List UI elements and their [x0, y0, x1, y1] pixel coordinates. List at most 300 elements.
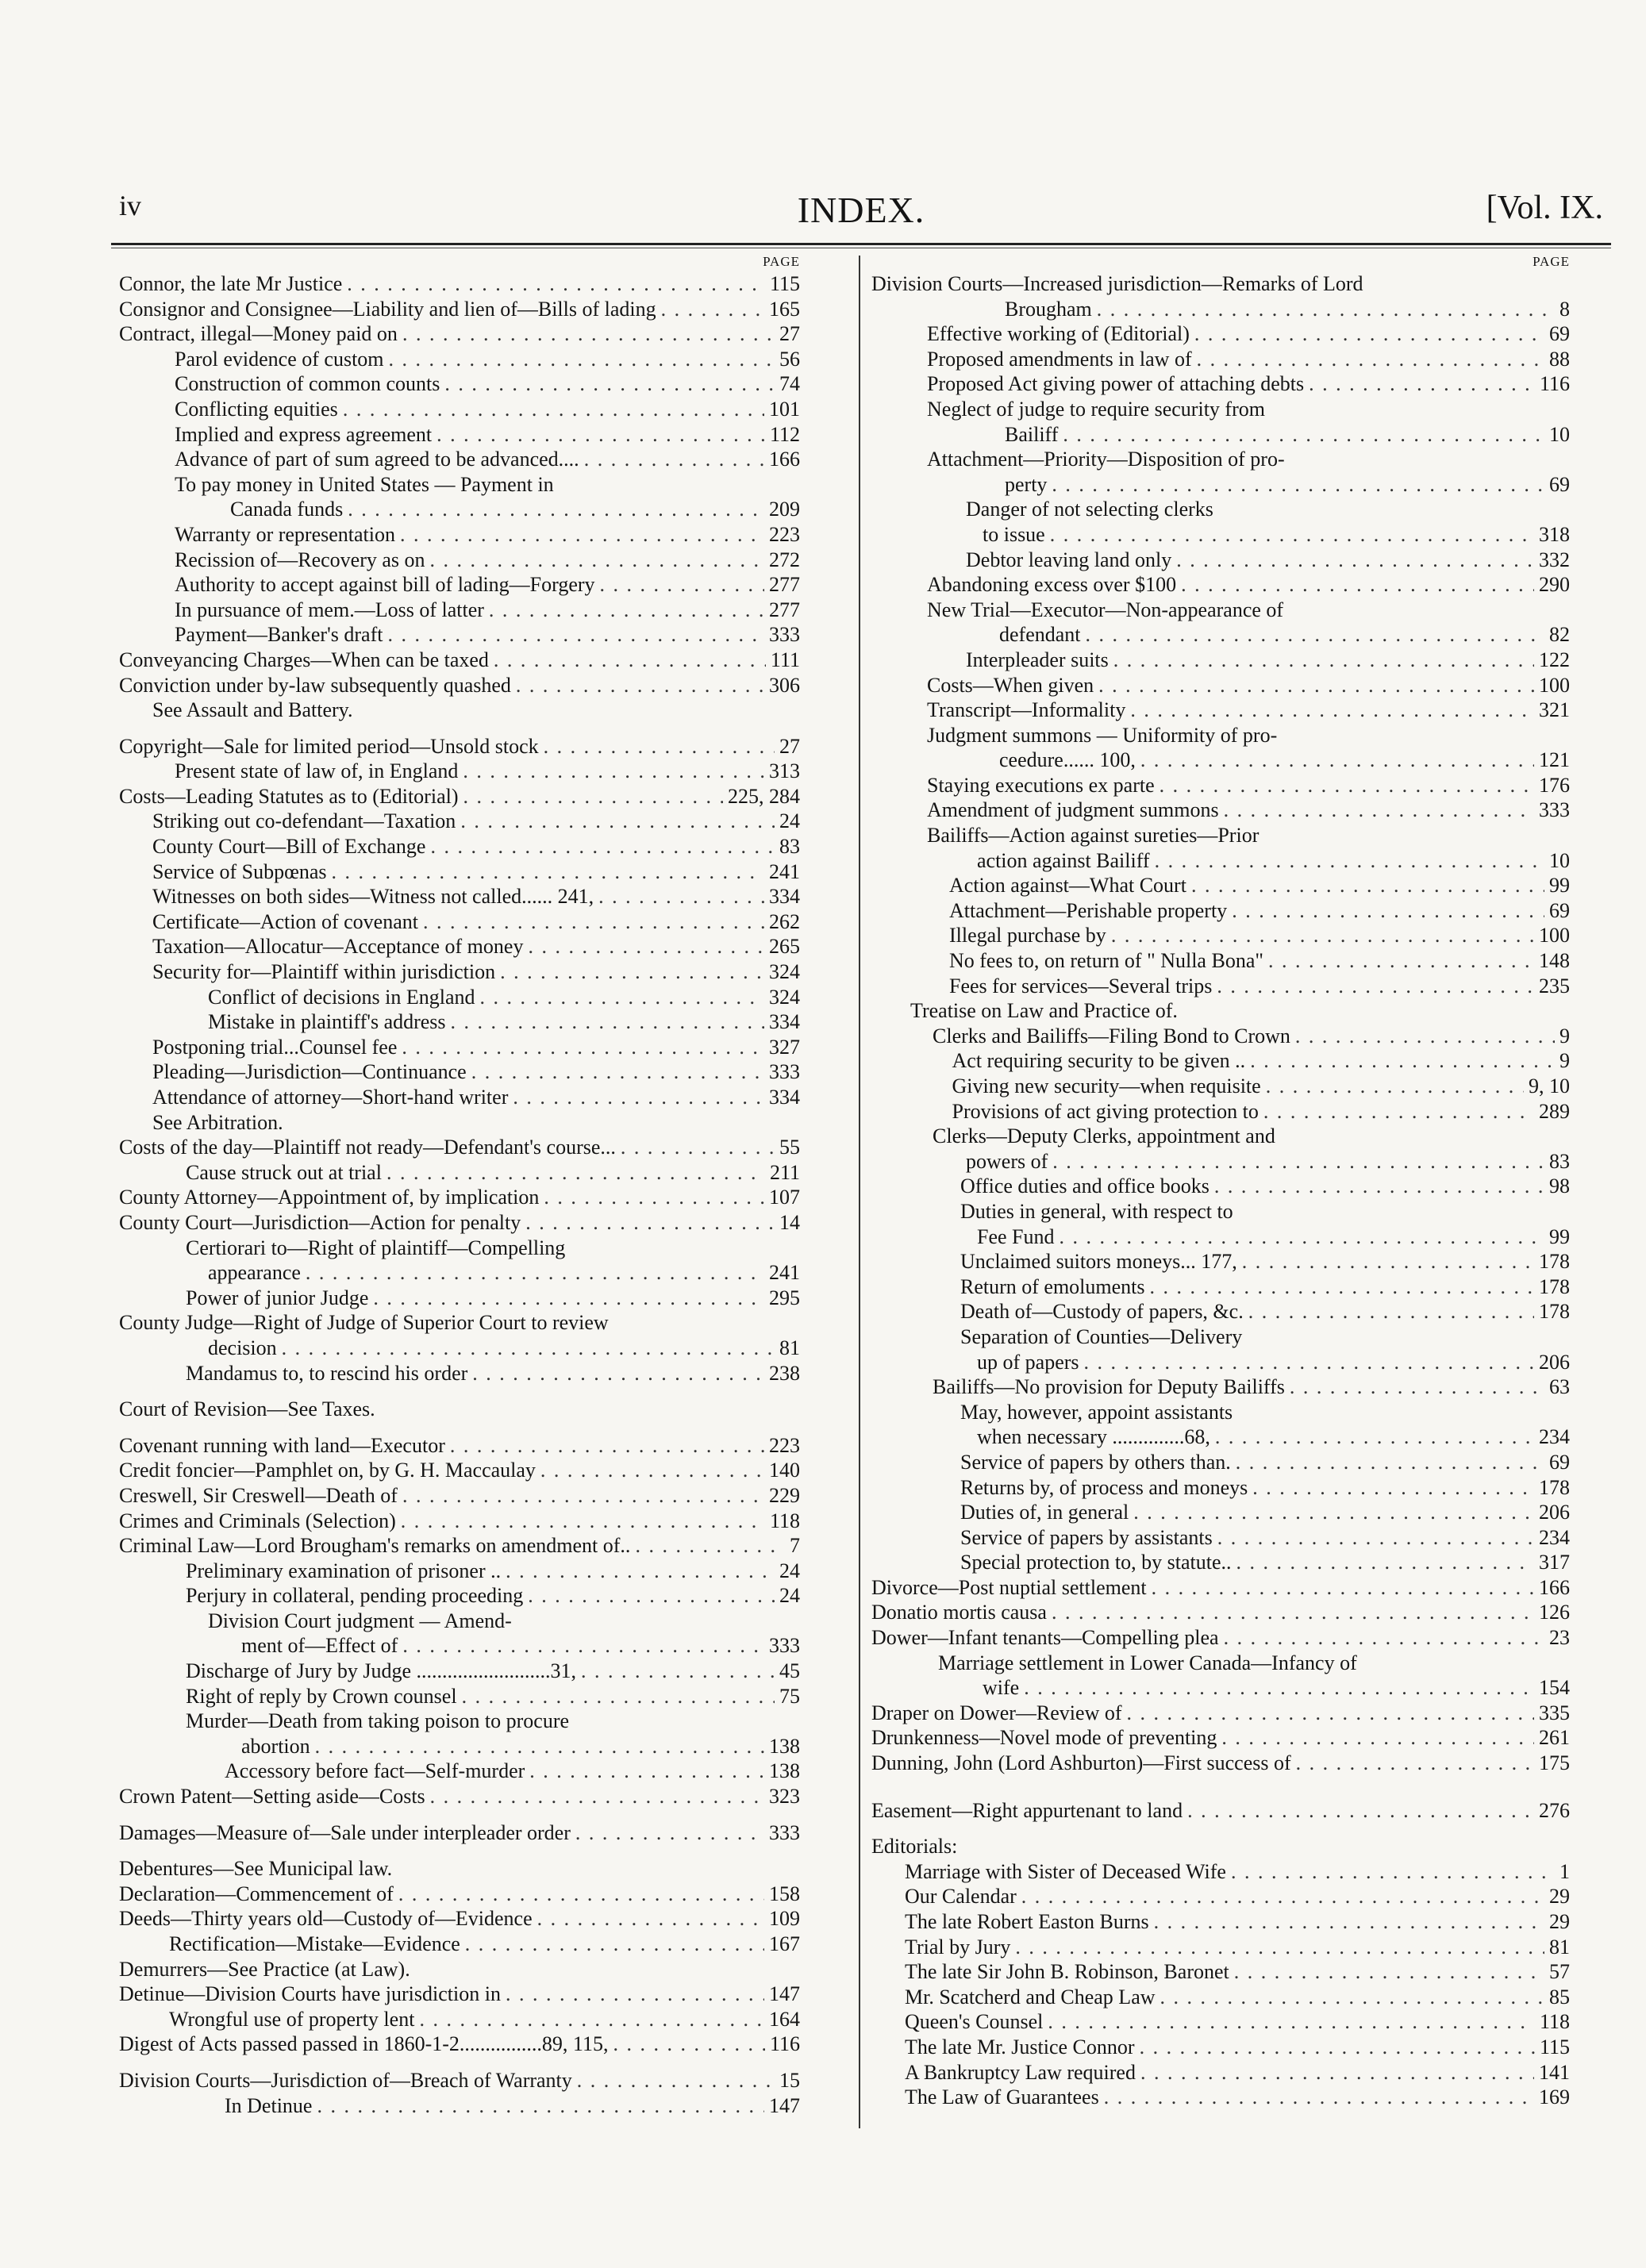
- entry-page: 83: [779, 835, 800, 859]
- entry-page: 115: [1539, 2035, 1570, 2058]
- entry-text: Detinue—Division Courts have jurisdiction in: [119, 1982, 501, 2006]
- entry-text: Crown Patent—Setting aside—Costs: [119, 1785, 425, 1809]
- entry-page: 99: [1549, 874, 1570, 898]
- entry-text: Bailiff: [1005, 422, 1059, 446]
- entry-page: 333: [1539, 798, 1570, 822]
- index-entry: [119, 572, 800, 598]
- index-entry: [119, 1336, 800, 1361]
- page-number: iv: [119, 190, 142, 221]
- index-entry: [871, 1400, 1570, 1425]
- dot-leader: [1052, 1600, 1534, 1625]
- dot-leader: [387, 1160, 765, 1186]
- dot-leader: [544, 1185, 764, 1210]
- dot-leader: [1214, 1174, 1544, 1199]
- entry-page: 272: [769, 548, 800, 571]
- dot-leader: [1234, 1959, 1544, 1985]
- entry-text: Dunning, John (Lord Ashburton)—First success of: [871, 1751, 1291, 1775]
- entry-page: 317: [1539, 1551, 1570, 1574]
- page-column-label: PAGE: [763, 254, 800, 269]
- entry-page: 75: [779, 1684, 800, 1708]
- entry-text: Service of papers by others than.: [960, 1450, 1231, 1474]
- dot-leader: [529, 1759, 764, 1784]
- dot-leader: [1296, 1751, 1534, 1776]
- index-entry: [119, 1110, 800, 1136]
- dot-leader: [306, 1260, 764, 1286]
- index-entry: [871, 1224, 1570, 1250]
- entry-text: Divorce—Post nuptial settlement: [871, 1575, 1147, 1599]
- entry-text: Interpleader suits: [966, 648, 1109, 671]
- dot-leader: [1140, 2035, 1535, 2060]
- entry-text: Illegal purchase by: [949, 924, 1106, 948]
- dot-leader: [1236, 1550, 1534, 1575]
- index-entry: [871, 773, 1570, 798]
- entry-text: Transcript—Informality: [927, 698, 1126, 722]
- index-entry: [119, 2032, 800, 2057]
- entry-text: perty: [1005, 472, 1048, 496]
- dot-leader: [1181, 572, 1534, 598]
- entry-page: 112: [769, 422, 800, 446]
- dot-leader: [1309, 371, 1535, 397]
- entry-page: 69: [1549, 1450, 1570, 1474]
- index-entry: [119, 1160, 800, 1186]
- dot-leader: [1133, 1500, 1534, 1525]
- entry-text: Costs—Leading Statutes as to (Editorial): [119, 784, 459, 808]
- entry-page: 169: [1539, 2085, 1570, 2109]
- index-entry: [871, 1199, 1570, 1224]
- entry-page: 175: [1539, 1751, 1570, 1775]
- entry-page: 206: [1539, 1501, 1570, 1524]
- dot-leader: [1097, 297, 1555, 322]
- entry-text: Division Court judgment — Amend-: [208, 1609, 512, 1632]
- index-entry: [871, 1834, 1570, 1859]
- dot-leader: [581, 1659, 775, 1684]
- entry-page: 167: [769, 1932, 800, 1955]
- entry-text: Demurrers—See Practice (at Law).: [119, 1957, 410, 1981]
- dot-leader: [462, 1684, 775, 1709]
- entry-text: Implied and express agreement: [175, 422, 433, 446]
- entry-gap: [871, 1823, 1570, 1834]
- dot-leader: [1140, 748, 1534, 773]
- entry-page: 323: [769, 1785, 800, 1809]
- dot-leader: [402, 1483, 764, 1509]
- dot-leader: [621, 1135, 775, 1160]
- entry-page: 154: [1539, 1676, 1570, 1700]
- entry-page: 235: [1539, 974, 1570, 998]
- entry-text: Debentures—See Municipal law.: [119, 1857, 393, 1881]
- entry-page: 334: [769, 885, 800, 909]
- entry-page: 24: [779, 1559, 800, 1582]
- index-entry: [119, 1734, 800, 1759]
- entry-page: 8: [1559, 297, 1570, 321]
- dot-leader: [400, 522, 764, 548]
- index-entry: [871, 472, 1570, 498]
- entry-text: Copyright—Sale for limited period—Unsold stock: [119, 734, 539, 758]
- entry-gap: [119, 1386, 800, 1397]
- entry-text: Taxation—Allocatur—Acceptance of money: [152, 935, 524, 959]
- entry-text: defendant: [999, 623, 1081, 647]
- index-entry: [871, 1299, 1570, 1324]
- entry-gap: [871, 1776, 1570, 1787]
- entry-page: 138: [769, 1759, 800, 1783]
- index-entry: [119, 1483, 800, 1509]
- entry-page: 118: [1539, 2010, 1570, 2034]
- entry-text: Crimes and Criminals (Selection): [119, 1509, 396, 1532]
- index-entry: [871, 1149, 1570, 1174]
- index-entry: [871, 848, 1570, 874]
- entry-text: Amendment of judgment summons: [927, 798, 1219, 822]
- entry-text: Provisions of act giving protection to: [952, 1099, 1259, 1123]
- entry-text: Pleading—Jurisdiction—Continuance: [152, 1060, 467, 1084]
- entry-text: Mr. Scatcherd and Cheap Law: [905, 1985, 1156, 2009]
- entry-page: 107: [769, 1186, 800, 1209]
- entry-page: 313: [769, 759, 800, 783]
- entry-page: 82: [1549, 623, 1570, 647]
- dot-leader: [506, 1559, 775, 1584]
- entry-text: Murder—Death from taking poison to procure: [186, 1709, 570, 1733]
- index-entry: [119, 2068, 800, 2093]
- index-entry: [871, 2009, 1570, 2035]
- entry-text: Accessory before fact—Self-murder: [225, 1759, 525, 1783]
- entry-text: Mistake in plaintiff's address: [208, 1010, 446, 1034]
- entry-page: 10: [1549, 848, 1570, 872]
- dot-leader: [430, 1784, 764, 1809]
- dot-leader: [506, 1982, 764, 2007]
- dot-leader: [600, 572, 764, 598]
- index-entry: [119, 1759, 800, 1784]
- entry-text: Clerks and Bailiffs—Filing Bond to Crown: [933, 1024, 1290, 1048]
- entry-text: Postponing trial...Counsel fee: [152, 1035, 398, 1059]
- index-entry: [119, 1085, 800, 1110]
- entry-text: Treatise on Law and Practice of.: [910, 999, 1178, 1023]
- entry-text: Division Courts—Jurisdiction of—Breach of Warranty: [119, 2068, 572, 2092]
- entry-text: Covenant running with land—Executor: [119, 1433, 445, 1457]
- entry-page: 164: [769, 2007, 800, 2031]
- entry-text: Effective working of (Editorial): [927, 322, 1190, 346]
- dot-leader: [315, 1734, 764, 1759]
- entry-text: Cause struck out at trial: [186, 1160, 382, 1184]
- dot-leader: [1194, 321, 1544, 347]
- index-entry: [119, 834, 800, 859]
- entry-text: No fees to, on return of " Nulla Bona": [949, 949, 1263, 973]
- index-entry: [119, 1458, 800, 1483]
- dot-leader: [444, 371, 775, 397]
- entry-text: abortion: [241, 1734, 310, 1758]
- entry-page: 165: [769, 297, 800, 321]
- entry-page: 118: [769, 1509, 800, 1532]
- entry-page: 234: [1539, 1525, 1570, 1549]
- entry-page: 81: [1549, 1935, 1570, 1959]
- page-title: INDEX.: [797, 190, 925, 230]
- index-entry: [871, 548, 1570, 573]
- dot-leader: [1232, 898, 1544, 924]
- index-entry: [871, 748, 1570, 773]
- dot-leader: [1113, 648, 1534, 673]
- dot-leader: [1086, 622, 1544, 648]
- page-header: [119, 189, 1603, 236]
- entry-text: Court of Revision—See Taxes.: [119, 1397, 375, 1421]
- index-entry: [119, 598, 800, 623]
- entry-text: Donatio mortis causa: [871, 1601, 1047, 1624]
- index-entry: [871, 698, 1570, 723]
- entry-page: 333: [769, 1060, 800, 1084]
- dot-leader: [1191, 873, 1544, 898]
- index-entry: [119, 271, 800, 297]
- entry-page: 9: [1559, 1024, 1570, 1048]
- dot-leader: [513, 1085, 764, 1110]
- entry-text: Parol evidence of custom: [175, 347, 384, 371]
- entry-text: Staying executions ex parte: [927, 773, 1155, 797]
- index-entry: [871, 1249, 1570, 1274]
- index-entry: [119, 673, 800, 698]
- dot-leader: [1217, 1525, 1534, 1551]
- entry-text: Marriage settlement in Lower Canada—Infancy of: [938, 1651, 1357, 1674]
- index-entry: [119, 1009, 800, 1035]
- entry-page: 56: [779, 347, 800, 371]
- entry-text: appearance: [208, 1261, 301, 1285]
- entry-text: County Court—Jurisdiction—Action for penalty: [119, 1210, 521, 1234]
- index-entry: [119, 1509, 800, 1534]
- entry-page: 223: [769, 1433, 800, 1457]
- dot-leader: [373, 1286, 764, 1311]
- dot-leader: [423, 909, 764, 935]
- index-entry: [119, 347, 800, 372]
- entry-text: Authority to accept against bill of lading—Forgery: [175, 573, 595, 597]
- entry-page: 321: [1539, 698, 1570, 722]
- dot-leader: [436, 422, 765, 448]
- entry-page: 178: [1539, 1274, 1570, 1298]
- index-entry: [119, 1035, 800, 1060]
- index-entry: [119, 1957, 800, 1982]
- index-entry: [119, 371, 800, 397]
- entry-page: 238: [769, 1361, 800, 1385]
- index-entry: [871, 723, 1570, 748]
- entry-text: See Assault and Battery.: [152, 698, 353, 722]
- entry-gap: [119, 1809, 800, 1820]
- entry-page: 122: [1539, 648, 1570, 671]
- dot-leader: [1015, 1935, 1544, 1960]
- dot-leader: [401, 1509, 765, 1534]
- entry-text: May, however, appoint assistants: [960, 1400, 1233, 1424]
- entry-page: 45: [779, 1659, 800, 1683]
- entry-text: decision: [208, 1336, 277, 1359]
- index-entry: [871, 1024, 1570, 1049]
- entry-text: To pay money in United States — Payment in: [175, 472, 554, 496]
- entry-text: Duties of, in general: [960, 1501, 1129, 1524]
- index-entry: [871, 1751, 1570, 1776]
- index-entry: [119, 622, 800, 648]
- entry-text: Payment—Banker's draft: [175, 623, 383, 647]
- entry-page: 318: [1539, 522, 1570, 546]
- index-entry: [871, 1450, 1570, 1475]
- entry-text: ment of—Effect of: [241, 1634, 398, 1658]
- entry-gap: [119, 723, 800, 734]
- entry-page: 333: [769, 623, 800, 647]
- dot-leader: [1160, 1985, 1544, 2010]
- dot-leader: [661, 297, 764, 322]
- index-entry: [871, 1074, 1570, 1099]
- entry-page: 74: [779, 372, 800, 396]
- dot-leader: [1127, 1701, 1534, 1726]
- entry-text: Draper on Dower—Review of: [871, 1701, 1122, 1724]
- index-entry: [871, 1798, 1570, 1824]
- entry-text: Power of junior Judge: [186, 1286, 369, 1309]
- index-entry: [119, 1784, 800, 1809]
- dot-leader: [528, 934, 764, 959]
- dot-leader: [537, 1906, 764, 1932]
- dot-leader: [1266, 1074, 1524, 1099]
- index-entry: [871, 271, 1570, 297]
- dot-leader: [402, 1633, 764, 1659]
- dot-leader: [389, 347, 775, 372]
- index-entry: [871, 497, 1570, 522]
- index-entry: [871, 1575, 1570, 1601]
- dot-leader: [1152, 1575, 1534, 1601]
- entry-text: Fee Fund: [977, 1224, 1055, 1248]
- index-entry: [871, 1124, 1570, 1149]
- index-entry: [119, 1210, 800, 1236]
- entry-page: 101: [769, 397, 800, 421]
- entry-text: Striking out co-defendant—Taxation: [152, 809, 456, 833]
- entry-text: Attachment—Perishable property: [949, 898, 1228, 922]
- dot-leader: [489, 598, 764, 623]
- dot-leader: [540, 1458, 764, 1483]
- entry-text: Warranty or representation: [175, 522, 396, 546]
- index-entry: [871, 1174, 1570, 1199]
- entry-page: 111: [770, 648, 800, 671]
- entry-text: County Attorney—Appointment of, by implication: [119, 1186, 540, 1209]
- entry-text: Brougham: [1005, 297, 1092, 321]
- index-entry: [871, 1048, 1570, 1074]
- entry-text: Neglect of judge to require security from: [927, 397, 1265, 421]
- dot-leader: [1050, 522, 1534, 548]
- entry-text: Dower—Infant tenants—Compelling plea: [871, 1626, 1219, 1650]
- dot-leader: [1290, 1374, 1544, 1400]
- dot-leader: [500, 959, 764, 985]
- entry-text: A Bankruptcy Law required: [905, 2060, 1136, 2084]
- dot-leader: [1052, 472, 1544, 498]
- entry-text: Service of Subpœnas: [152, 859, 327, 883]
- index-entry: [871, 321, 1570, 347]
- dot-leader: [1187, 1798, 1534, 1824]
- dot-leader: [1104, 2085, 1534, 2110]
- dot-leader: [1231, 1859, 1555, 1885]
- index-entry: [119, 548, 800, 573]
- index-entry: [871, 1859, 1570, 1885]
- entry-page: 27: [779, 734, 800, 758]
- entry-text: Consignor and Consignee—Liability and lien of—Bills of lading: [119, 297, 656, 321]
- index-entry: [119, 1361, 800, 1386]
- index-entry: [119, 934, 800, 959]
- entry-page: 148: [1539, 949, 1570, 973]
- entry-text: Present state of law of, in England: [175, 759, 459, 783]
- index-entry: [871, 1651, 1570, 1676]
- entry-page: 265: [769, 935, 800, 959]
- dot-leader: [402, 1035, 764, 1060]
- dot-leader: [528, 1583, 775, 1609]
- dot-leader: [471, 1059, 764, 1085]
- entry-text: Advance of part of sum agreed to be advanced....: [175, 448, 579, 471]
- dot-leader: [1221, 1725, 1534, 1751]
- index-entry: [119, 1533, 800, 1559]
- dot-leader: [1268, 948, 1534, 974]
- dot-leader: [430, 548, 764, 573]
- entry-page: 261: [1539, 1726, 1570, 1750]
- entry-text: Unclaimed suitors moneys... 177,: [960, 1250, 1237, 1274]
- entry-page: 178: [1539, 1300, 1570, 1324]
- entry-page: 99: [1549, 1224, 1570, 1248]
- dot-leader: [1252, 1475, 1534, 1501]
- entry-text: Costs of the day—Plaintiff not ready—Defendant's course...: [119, 1136, 616, 1159]
- index-entry: [871, 522, 1570, 548]
- index-entry: [119, 1982, 800, 2007]
- entry-text: Certiorari to—Right of plaintiff—Compelling: [186, 1236, 566, 1259]
- entry-page: 147: [769, 2093, 800, 2117]
- dot-leader: [347, 271, 765, 297]
- index-entry: [119, 1135, 800, 1160]
- dot-leader: [1160, 773, 1534, 798]
- entry-page: 178: [1539, 1475, 1570, 1499]
- dot-leader: [544, 734, 775, 759]
- entry-text: ceedure...... 100,: [999, 748, 1136, 772]
- dot-leader: [282, 1336, 775, 1361]
- index-entry: [119, 522, 800, 548]
- entry-page: 138: [769, 1734, 800, 1758]
- index-entry: [871, 1985, 1570, 2010]
- entry-text: Debtor leaving land only: [966, 548, 1172, 571]
- entry-page: 29: [1549, 1910, 1570, 1933]
- index-entry: [871, 1909, 1570, 1935]
- entry-text: Proposed Act giving power of attaching debts: [927, 372, 1305, 396]
- entry-text: Certificate—Action of covenant: [152, 909, 418, 933]
- entry-text: Conflict of decisions in England: [208, 985, 475, 1009]
- entry-text: Bailiffs—No provision for Deputy Bailiffs: [933, 1375, 1285, 1399]
- entry-page: 209: [769, 498, 800, 521]
- entry-page: 206: [1539, 1350, 1570, 1374]
- dot-leader: [1024, 1675, 1534, 1701]
- dot-leader: [348, 497, 764, 522]
- entry-text: Security for—Plaintiff within jurisdiction: [152, 960, 496, 984]
- index-entry: [119, 1684, 800, 1709]
- dot-leader: [1217, 974, 1534, 999]
- entry-text: when necessary ..............68,: [977, 1425, 1210, 1449]
- entry-page: 10: [1549, 422, 1570, 446]
- index-entry: [871, 673, 1570, 698]
- index-entry: [119, 1059, 800, 1085]
- dot-leader: [613, 2032, 764, 2057]
- entry-text: Clerks—Deputy Clerks, appointment and: [933, 1124, 1275, 1148]
- index-entry: [871, 1274, 1570, 1300]
- index-entry: [119, 1286, 800, 1311]
- entry-page: 115: [769, 272, 800, 295]
- index-entry: [871, 1525, 1570, 1551]
- entry-text: Service of papers by assistants: [960, 1525, 1213, 1549]
- index-entry: [871, 598, 1570, 623]
- dot-leader: [635, 1533, 785, 1559]
- entry-text: Perjury in collateral, pending proceeding: [186, 1584, 524, 1608]
- index-entry: [119, 422, 800, 448]
- dot-leader: [1154, 1909, 1544, 1935]
- index-entry: [119, 1260, 800, 1286]
- index-entry: [871, 1701, 1570, 1726]
- dot-leader: [463, 759, 764, 784]
- entry-page: 100: [1539, 673, 1570, 697]
- entry-text: Fees for services—Several trips: [949, 974, 1213, 998]
- entry-text: County Court—Bill of Exchange: [152, 835, 426, 859]
- entry-text: Easement—Right appurtenant to land: [871, 1798, 1183, 1822]
- entry-text: The Law of Guarantees: [905, 2085, 1099, 2109]
- index-entry: [871, 2060, 1570, 2085]
- entry-text: County Judge—Right of Judge of Superior Court to review: [119, 1311, 609, 1335]
